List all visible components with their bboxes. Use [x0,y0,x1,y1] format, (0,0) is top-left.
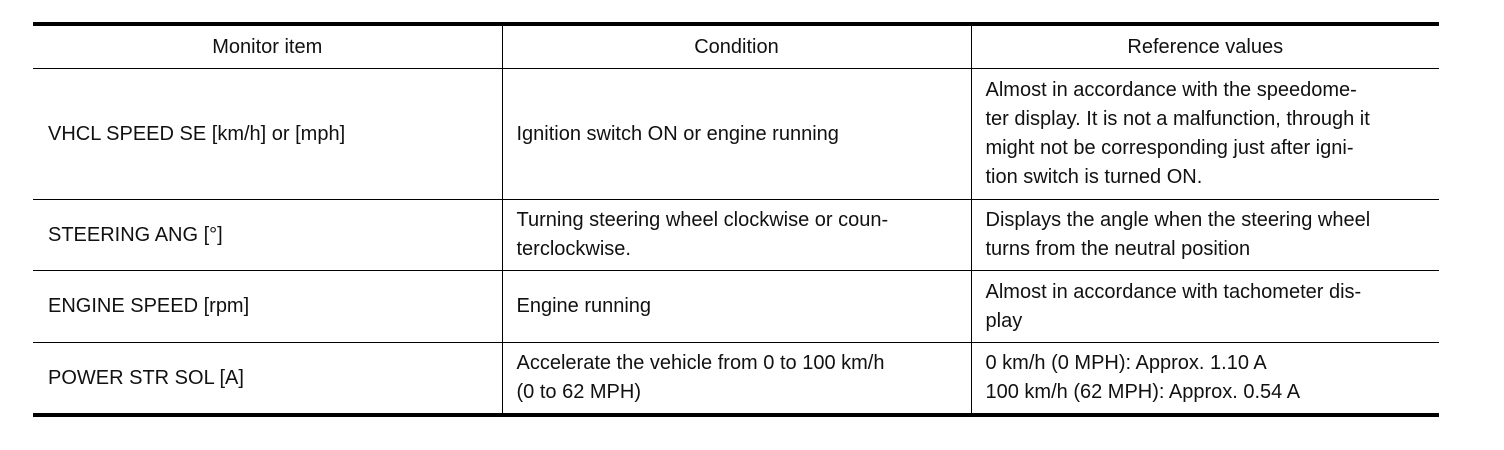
table-header [33,24,1439,69]
monitor-item-cell: VHCL SPEED SE [km/h] or [mph] [33,69,502,200]
table-row [33,69,1439,200]
header-row [33,24,1439,69]
reference-value-cell: Almost in accordance with tachometer dis- play [971,271,1439,343]
monitor-items-table [33,22,1439,417]
table-body [33,69,1439,416]
table-row [33,343,1439,416]
reference-value-cell: Almost in accordance with the speedome- ter display. It is not a malfunction, through it might not be corresponding just after igni- tion switch is turned ON. [971,69,1439,200]
reference-value-cell: Displays the angle when the steering wheel turns from the neutral position [971,200,1439,271]
table-row [33,271,1439,343]
condition-cell: Turning steering wheel clockwise or coun- terclockwise. [502,200,971,271]
condition-cell: Engine running [502,271,971,343]
monitor-item-cell: ENGINE SPEED [rpm] [33,271,502,343]
condition-cell: Accelerate the vehicle from 0 to 100 km/h (0 to 62 MPH) [502,343,971,416]
header-reference-values: Reference values [971,24,1439,69]
header-monitor-item: Monitor item [33,24,502,69]
monitor-item-cell: STEERING ANG [°] [33,200,502,271]
table-row [33,200,1439,271]
header-condition: Condition [502,24,971,69]
monitor-item-cell: POWER STR SOL [A] [33,343,502,416]
monitor-items-table-wrapper [33,22,1439,417]
reference-value-cell: 0 km/h (0 MPH): Approx. 1.10 A 100 km/h (62 MPH): Approx. 0.54 A [971,343,1439,416]
condition-cell: Ignition switch ON or engine running [502,69,971,200]
